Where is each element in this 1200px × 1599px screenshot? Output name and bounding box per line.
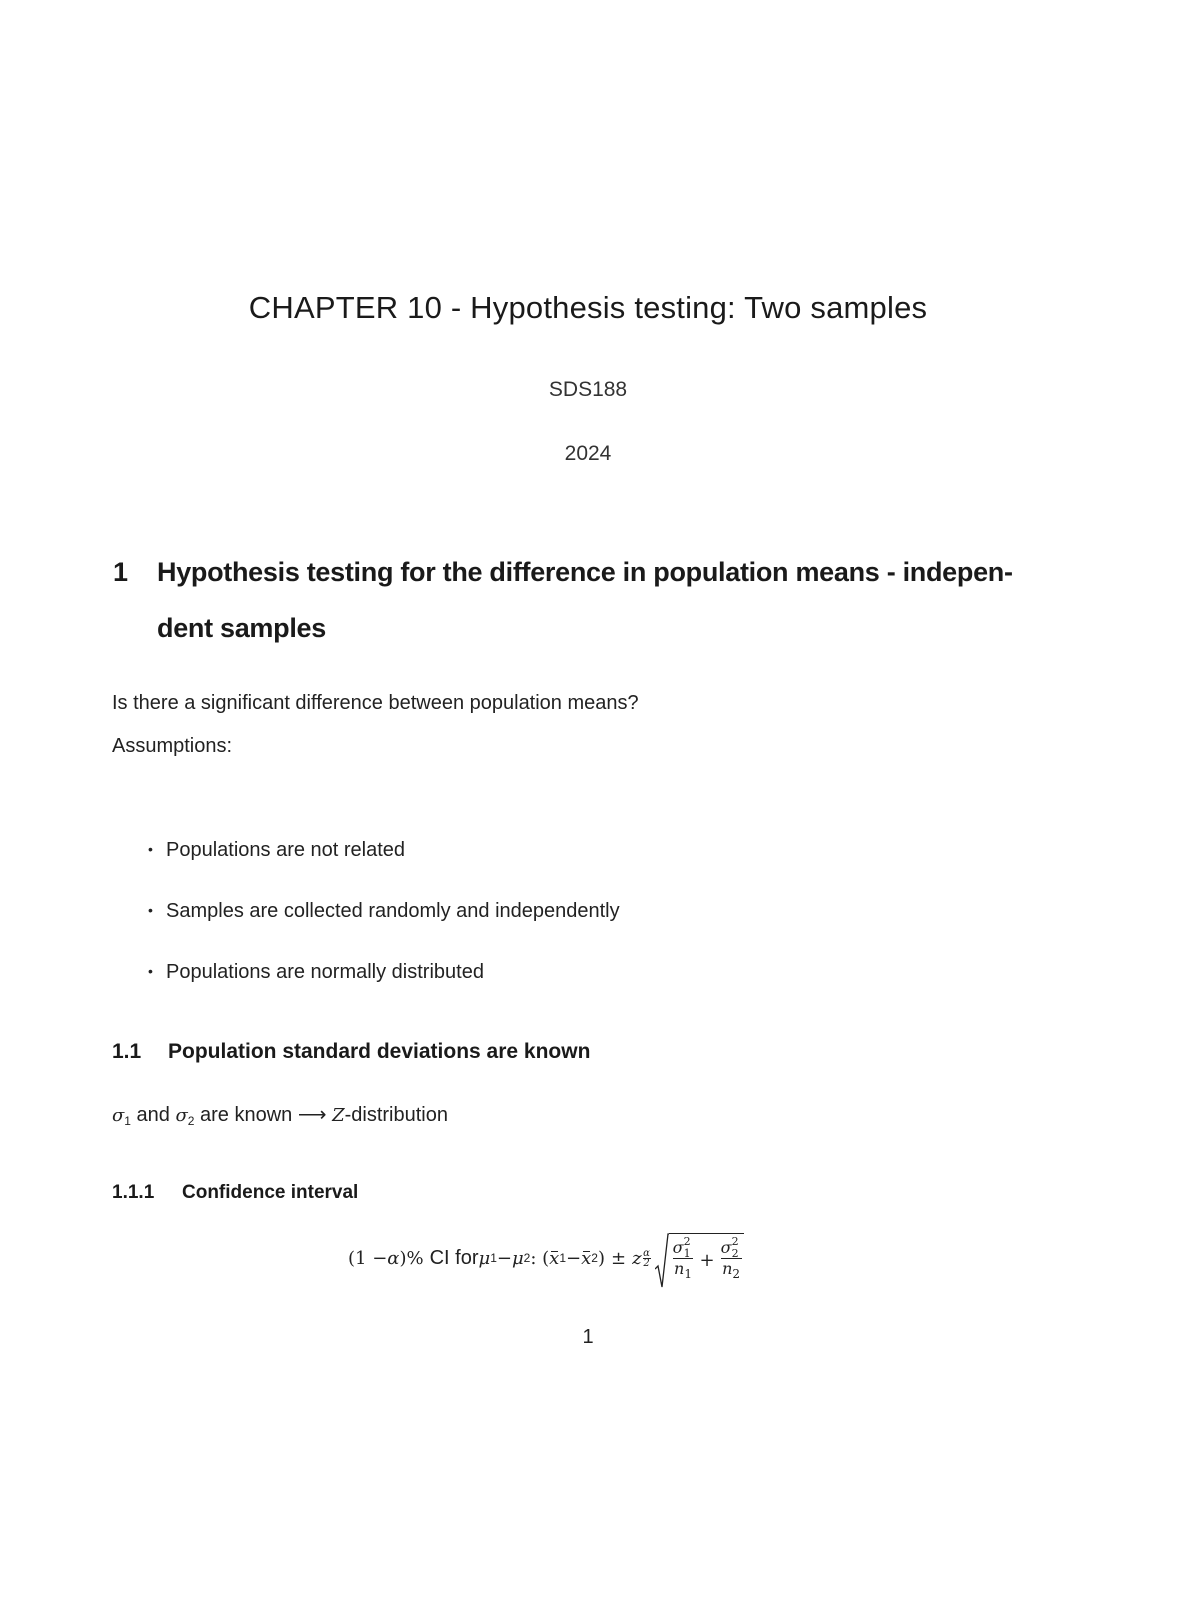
list-item: • Populations are not related <box>148 839 406 861</box>
bullet-icon: • <box>148 963 153 979</box>
bullet-icon: • <box>148 902 153 918</box>
fraction-sigma1-n1: σ 2 1 $n_1$ <box>672 1234 692 1281</box>
section-1-heading <box>113 557 1013 588</box>
fraction-sigma2-n2: σ 2 2 $n_2$ <box>720 1234 741 1281</box>
alpha-over-two: α 2 <box>643 1247 650 1269</box>
question-text: Is there a significant difference between population means? <box>112 692 639 714</box>
bullet-icon: • <box>148 841 153 857</box>
document-year: 2024 <box>564 442 612 465</box>
list-item: • Populations are normally distributed <box>148 961 484 983</box>
section-title-line2: dent samples <box>157 613 326 643</box>
course-code: SDS188 <box>548 378 628 401</box>
radical-icon <box>655 1233 669 1284</box>
subsection-number: 1.1 <box>112 1040 142 1063</box>
subsection-title: Population standard deviations are known <box>168 1040 591 1063</box>
known-sigma-statement: $\sigma_1$ and $\sigma_2$ are known ⟶ Z-distribution <box>112 1104 448 1128</box>
document-title: CHAPTER 10 - Hypothesis testing: Two samples <box>248 290 928 325</box>
square-root: σ 2 1 $n_1$ + σ 2 2 $n_2$ <box>655 1233 744 1284</box>
arrow-icon: ⟶ <box>297 1104 327 1126</box>
section-title-line1: Hypothesis testing for the difference in population means - indepen- <box>157 557 1013 587</box>
section-number: 1 <box>113 557 128 587</box>
subsection-title: Confidence interval <box>182 1182 359 1203</box>
subsection-1-1-1-heading <box>112 1182 358 1204</box>
list-item: • Samples are collected randomly and independently <box>148 900 620 922</box>
page-number: 1 <box>582 1326 594 1348</box>
subsection-number: 1.1.1 <box>112 1182 155 1203</box>
subsection-1-1-heading <box>112 1040 590 1064</box>
assumptions-label: Assumptions: <box>112 735 233 757</box>
confidence-interval-formula: (1 − α )% CI for μ 1 − μ 2 : ( x 1 − x 2 ) ± z α 2 σ 2 1 $n_1$ + σ 2 2 $n_2$ <box>348 1230 744 1286</box>
